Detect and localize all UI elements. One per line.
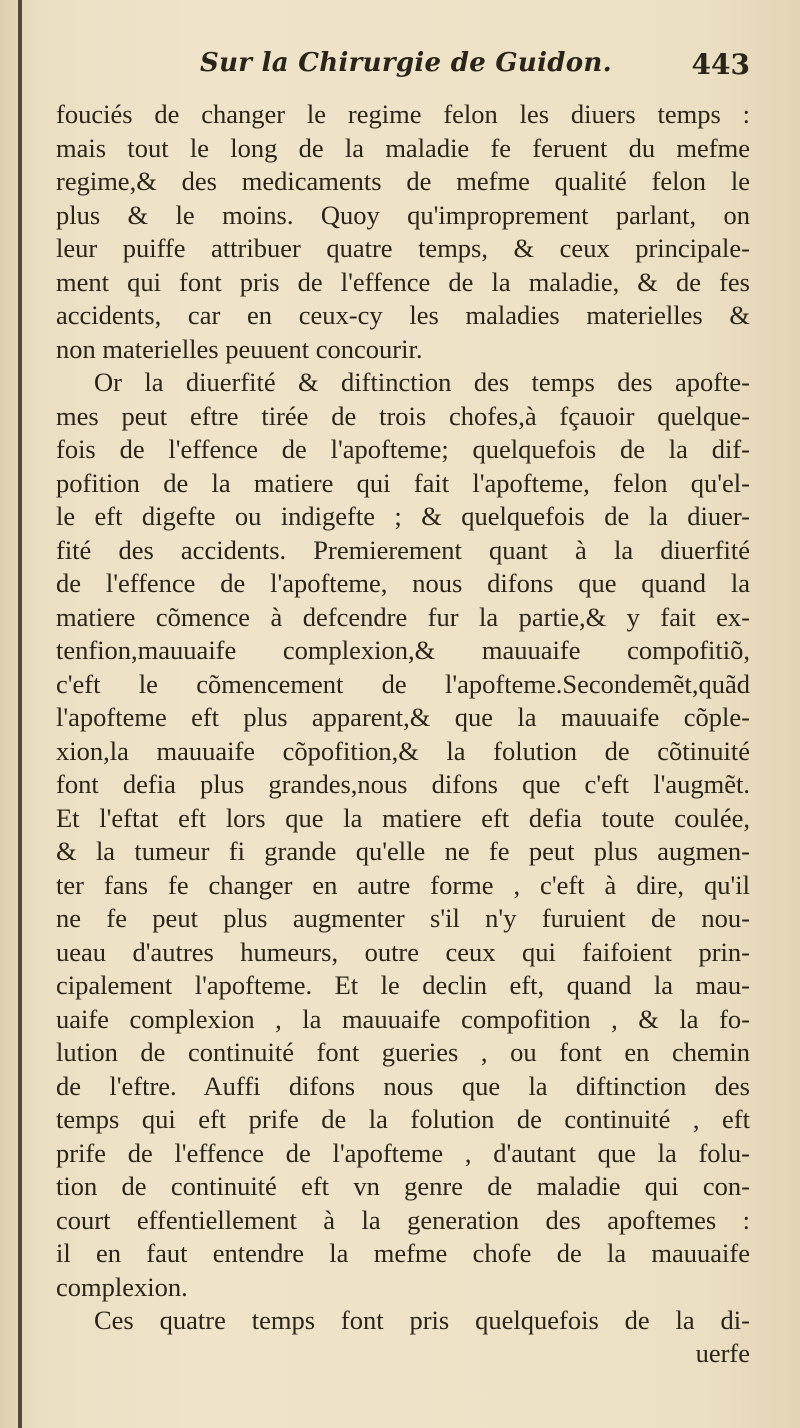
text-line: cipalement l'apofteme. Et le declin eft, quand la mau-	[56, 970, 750, 1000]
text-line: xion,la mauuaife cõpofition,& la folution de cõtinuité	[56, 735, 750, 766]
text-line: ne fe peut plus augmenter s'il n'y furuient de nou-	[56, 903, 750, 933]
text-line: uaife complexion , la mauuaife compofition , & la fo-	[56, 1003, 750, 1034]
body-text	[56, 98, 750, 1338]
catchword: uerfe	[695, 1338, 750, 1368]
text-line: fouciés de changer le regime felon les diuers temps :	[56, 99, 750, 129]
binding-gutter	[18, 0, 22, 1428]
text-line: prife de l'effence de l'apofteme , d'autant que la folu-	[56, 1137, 750, 1168]
text-line: & la tumeur fi grande qu'elle ne fe peut plus augmen-	[56, 836, 750, 866]
text-line: mais tout le long de la maladie fe feruent du mefme	[56, 132, 750, 163]
text-line: lution de continuité font gueries , ou font en chemin	[56, 1037, 750, 1067]
text-line: non materielles peuuent concourir.	[56, 333, 423, 364]
text-line: ter fans fe changer en autre forme , c'eft à dire, qu'il	[56, 869, 750, 900]
text-line: ment qui font pris de l'effence de la maladie, & de fes	[56, 266, 750, 297]
text-line: plus & le moins. Quoy qu'improprement parlant, on	[56, 199, 750, 230]
text-line: complexion.	[56, 1271, 188, 1302]
text-line: regime,& des medicaments de mefme qualité felon le	[56, 166, 750, 196]
text-line: leur puiffe attribuer quatre temps, & ceux principale-	[56, 233, 750, 263]
running-head	[60, 48, 750, 94]
text-line: mes peut eftre tirée de trois chofes,à fçauoir quelque-	[56, 400, 750, 431]
text-line: font defia plus grandes,nous difons que c'eft l'augmẽt.	[56, 769, 750, 799]
text-line: de l'effence de l'apofteme, nous difons que quand la	[56, 568, 750, 598]
text-line: c'eft le cõmencement de l'apofteme.Secondemẽt,quãd	[56, 668, 750, 699]
text-line: l'apofteme eft plus apparent,& que la mauuaife cõple-	[56, 702, 750, 732]
text-line: temps qui eft prife de la folution de continuité , eft	[56, 1104, 750, 1134]
running-title: Sur la Chirurgie de Guidon.	[200, 48, 612, 78]
text-line: le eft digefte ou indigefte ; & quelquefois de la diuer-	[56, 501, 750, 531]
text-line: Ces quatre temps font pris quelquefois de la di-	[94, 1305, 750, 1335]
text-line: court effentiellement à la generation des apoftemes :	[56, 1204, 750, 1235]
text-line: tenfion,mauuaife complexion,& mauuaife compofitiõ,	[56, 635, 750, 665]
text-line: Or la diuerfité & diftinction des temps des apofte-	[94, 367, 750, 397]
text-line: pofition de la matiere qui fait l'apofteme, felon qu'el-	[56, 467, 750, 498]
text-line: matiere cõmence à defcendre fur la partie,& y fait ex-	[56, 601, 750, 632]
page-number: 443	[691, 48, 750, 81]
text-line: fité des accidents. Premierement quant à la diuerfité	[56, 534, 750, 565]
text-line: il en faut entendre la mefme chofe de la mauuaife	[56, 1238, 750, 1268]
text-line: Et l'eftat eft lors que la matiere eft defia toute coulée,	[56, 802, 750, 833]
text-line: fois de l'effence de l'apofteme; quelquefois de la dif-	[56, 434, 750, 464]
text-line: ueau d'autres humeurs, outre ceux qui faifoient prin-	[56, 936, 750, 967]
text-line: accidents, car en ceux-cy les maladies materielles &	[56, 300, 750, 330]
text-line: tion de continuité eft vn genre de maladie qui con-	[56, 1171, 750, 1201]
text-line: de l'eftre. Auffi difons nous que la diftinction des	[56, 1070, 750, 1101]
